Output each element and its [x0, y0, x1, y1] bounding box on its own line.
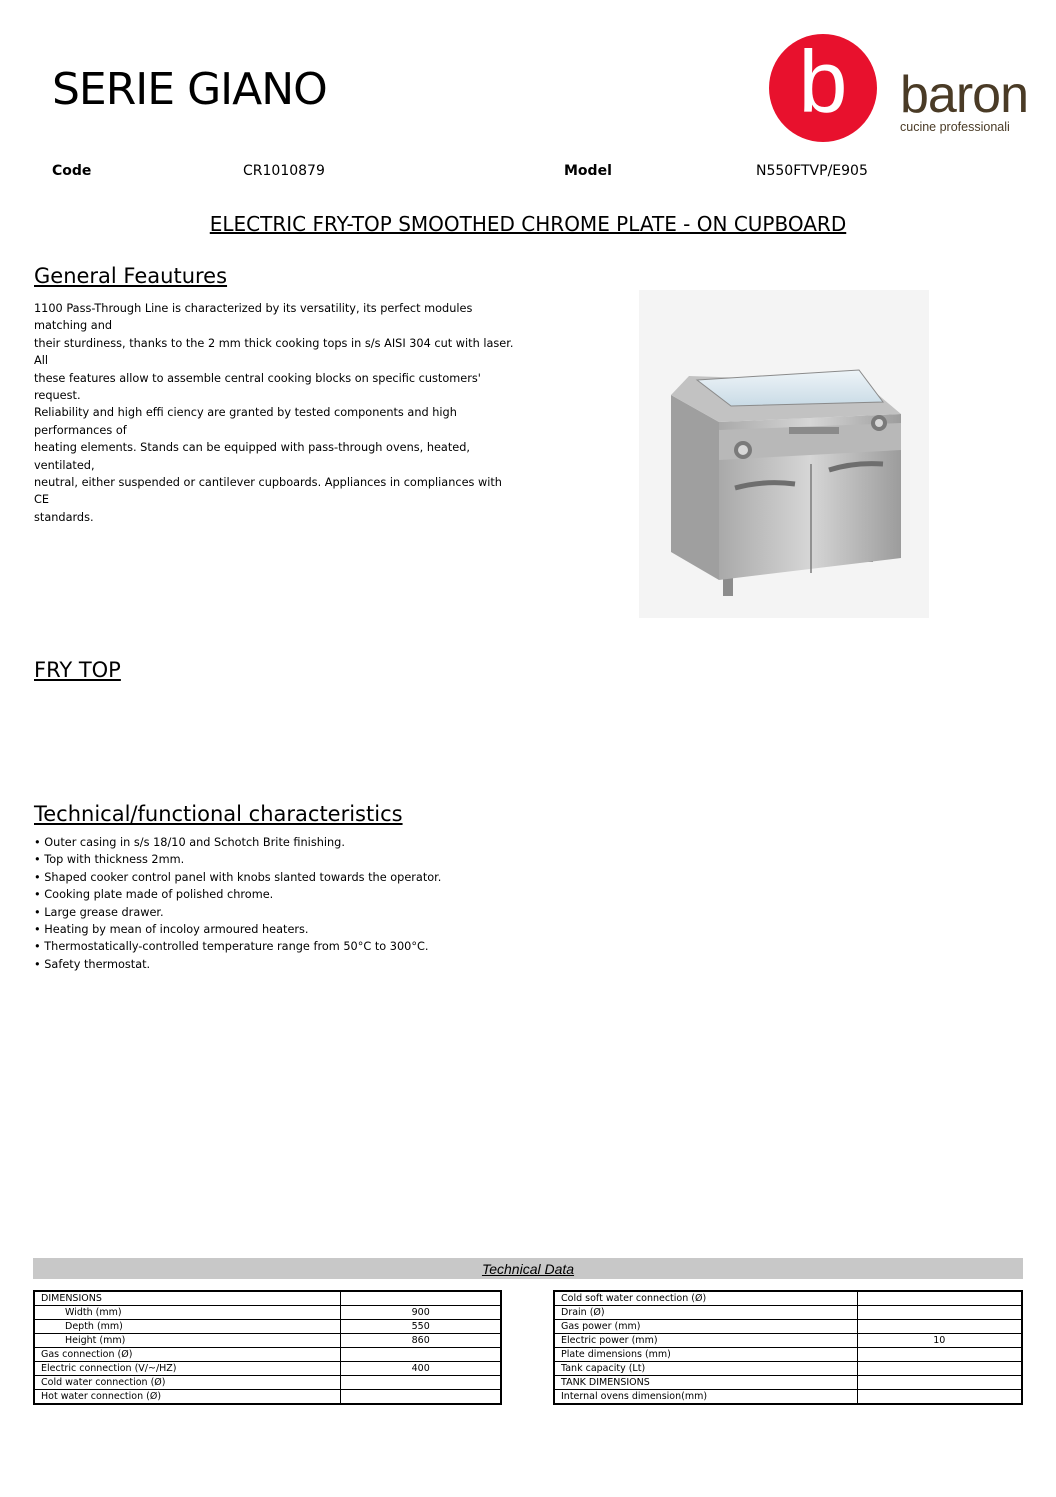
row-value	[341, 1376, 501, 1390]
table-row	[34, 1306, 501, 1320]
row-label: Height (mm)	[34, 1334, 341, 1348]
row-value	[857, 1320, 1022, 1334]
table-row	[34, 1320, 501, 1334]
row-value	[857, 1390, 1022, 1405]
logo-letter: b	[798, 32, 848, 131]
row-label: Gas connection (Ø)	[34, 1348, 341, 1362]
table-row	[554, 1348, 1022, 1362]
table-row	[554, 1390, 1022, 1405]
row-value: 400	[341, 1362, 501, 1376]
list-item: • Outer casing in s/s 18/10 and Schotch Brite finishing.	[34, 834, 634, 851]
features-line: standards.	[34, 510, 94, 524]
table-row	[554, 1376, 1022, 1390]
row-label: Gas power (mm)	[554, 1320, 857, 1334]
characteristics-list	[34, 834, 634, 973]
row-label: Width (mm)	[34, 1306, 341, 1320]
row-label: Cold water connection (Ø)	[34, 1376, 341, 1390]
row-label: Internal ovens dimension(mm)	[554, 1390, 857, 1405]
row-label: Hot water connection (Ø)	[34, 1390, 341, 1405]
list-item: • Safety thermostat.	[34, 956, 634, 973]
table-row	[554, 1291, 1022, 1306]
product-title: ELECTRIC FRY-TOP SMOOTHED CHROME PLATE - ON CUPBOARD	[209, 212, 847, 236]
table-row	[554, 1362, 1022, 1376]
features-line: Reliability and high effi ciency are granted by tested components and high performances of	[34, 406, 457, 437]
table-row	[554, 1306, 1022, 1320]
table-row	[554, 1334, 1022, 1348]
row-value: 860	[341, 1334, 501, 1348]
row-label: Cold soft water connection (Ø)	[554, 1291, 857, 1306]
general-features-text	[34, 300, 519, 526]
row-value	[857, 1306, 1022, 1320]
list-item: • Large grease drawer.	[34, 904, 634, 921]
row-label: TANK DIMENSIONS	[554, 1376, 857, 1390]
list-item: • Shaped cooker control panel with knobs slanted towards the operator.	[34, 869, 634, 886]
row-value	[857, 1376, 1022, 1390]
list-item: • Heating by mean of incoloy armoured heaters.	[34, 921, 634, 938]
technical-data-title: Technical Data	[33, 1258, 1023, 1279]
row-label: Tank capacity (Lt)	[554, 1362, 857, 1376]
baron-logo	[766, 32, 1028, 144]
row-value	[857, 1348, 1022, 1362]
row-value: 550	[341, 1320, 501, 1334]
product-image	[639, 290, 929, 618]
code-label: Code	[52, 163, 92, 179]
features-line: neutral, either suspended or cantilever cupboards. Appliances in compliances with CE	[34, 476, 502, 507]
characteristics-heading: Technical/functional characteristics	[34, 802, 403, 826]
row-label: Drain (Ø)	[554, 1306, 857, 1320]
features-line: heating elements. Stands can be equipped with pass-through ovens, heated, ventilated,	[34, 441, 470, 472]
table-row	[34, 1362, 501, 1376]
model-label: Model	[564, 163, 612, 179]
table-row	[554, 1320, 1022, 1334]
logo-brand: baron	[900, 66, 1028, 124]
row-value: 10	[857, 1334, 1022, 1348]
row-value	[857, 1291, 1022, 1306]
list-item: • Top with thickness 2mm.	[34, 851, 634, 868]
row-value	[341, 1390, 501, 1405]
list-item: • Cooking plate made of polished chrome.	[34, 886, 634, 903]
row-label: Depth (mm)	[34, 1320, 341, 1334]
series-title: SERIE GIANO	[52, 64, 327, 115]
features-line: these features allow to assemble central cooking blocks on specific customers' request.	[34, 371, 481, 403]
logo-tagline: cucine professionali	[900, 120, 1010, 134]
row-label: Electric connection (V/~/HZ)	[34, 1362, 341, 1376]
features-line: their sturdiness, thanks to the 2 mm thick cooking tops in s/s AISI 304 cut with laser. All	[34, 336, 514, 368]
code-value: CR1010879	[243, 163, 325, 179]
table-row	[34, 1291, 501, 1306]
row-value: 900	[341, 1306, 501, 1320]
general-features-heading: General Feautures	[34, 264, 228, 288]
technical-data-table-right	[553, 1290, 1023, 1405]
row-value	[341, 1348, 501, 1362]
list-item: • Thermostatically-controlled temperature range from 50°C to 300°C.	[34, 938, 634, 955]
row-label: DIMENSIONS	[34, 1291, 341, 1306]
row-label: Electric power (mm)	[554, 1334, 857, 1348]
row-label: Plate dimensions (mm)	[554, 1348, 857, 1362]
technical-data-table-left	[33, 1290, 502, 1405]
model-value: N550FTVP/E905	[756, 163, 868, 179]
table-row	[34, 1390, 501, 1405]
table-row	[34, 1334, 501, 1348]
features-line: 1100 Pass-Through Line is characterized by its versatility, its perfect modules matching and	[34, 302, 473, 333]
row-value	[857, 1362, 1022, 1376]
row-value	[341, 1291, 501, 1306]
table-row	[34, 1348, 501, 1362]
fry-top-heading: FRY TOP	[34, 658, 121, 682]
table-row	[34, 1376, 501, 1390]
